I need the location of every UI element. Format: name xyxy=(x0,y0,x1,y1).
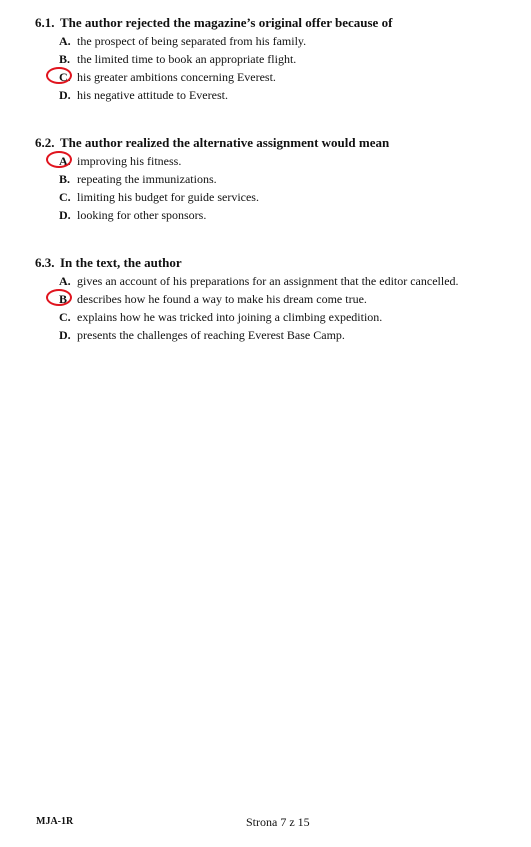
question-number: 6.2. xyxy=(35,135,55,150)
answer-options xyxy=(35,272,515,344)
option-text: his greater ambitions concerning Everest. xyxy=(77,70,276,84)
option-letter-wrap xyxy=(59,290,77,308)
option-letter: D. xyxy=(59,88,71,102)
option-a[interactable] xyxy=(35,32,515,50)
option-letter: D. xyxy=(59,208,71,222)
question-6-3 xyxy=(35,254,515,344)
exam-code: MJA-1R xyxy=(36,816,74,827)
option-letter: B. xyxy=(59,292,71,306)
answer-circle-mark xyxy=(46,67,72,84)
option-text: repeating the immunizations. xyxy=(77,172,217,186)
option-b[interactable] xyxy=(35,290,515,308)
question-6-1 xyxy=(35,14,515,104)
option-a[interactable] xyxy=(35,152,515,170)
option-text: describes how he found a way to make his dream come true. xyxy=(77,292,367,306)
answer-options xyxy=(35,152,515,224)
option-text: looking for other sponsors. xyxy=(77,208,207,222)
option-letter: A. xyxy=(59,154,71,168)
option-letter: B. xyxy=(59,172,71,186)
option-text: explains how he was tricked into joining a climbing expedition. xyxy=(77,310,383,324)
option-b[interactable] xyxy=(35,50,515,68)
question-number: 6.3. xyxy=(35,255,55,270)
option-d[interactable] xyxy=(35,326,515,344)
question-6-2 xyxy=(35,134,515,224)
option-text: gives an account of his preparations for an assignment that the editor cancelled. xyxy=(77,274,459,288)
option-c[interactable] xyxy=(35,68,515,86)
option-text: the prospect of being separated from his family. xyxy=(77,34,307,48)
option-letter: D. xyxy=(59,328,71,342)
question-text: In the text, the author xyxy=(60,255,182,270)
question-number: 6.1. xyxy=(35,15,55,30)
question-title xyxy=(35,254,515,272)
option-text: the limited time to book an appropriate flight. xyxy=(77,52,297,66)
answer-options xyxy=(35,32,515,104)
option-letter: A. xyxy=(59,274,71,288)
option-c[interactable] xyxy=(35,188,515,206)
option-letter: C. xyxy=(59,310,71,324)
question-title xyxy=(35,134,515,152)
option-letter: C. xyxy=(59,70,71,84)
page-number: Strona 7 z 15 xyxy=(246,815,310,829)
option-letter-wrap xyxy=(59,68,77,86)
question-title xyxy=(35,14,515,32)
option-text: presents the challenges of reaching Everest Base Camp. xyxy=(77,328,345,342)
option-letter: C. xyxy=(59,190,71,204)
option-text: improving his fitness. xyxy=(77,154,182,168)
option-letter-wrap xyxy=(59,152,77,170)
question-text: The author realized the alternative assignment would mean xyxy=(60,135,390,150)
answer-circle-mark xyxy=(46,289,72,306)
option-letter: A. xyxy=(59,34,71,48)
option-b[interactable] xyxy=(35,170,515,188)
option-text: his negative attitude to Everest. xyxy=(77,88,228,102)
option-a[interactable] xyxy=(35,272,515,290)
option-d[interactable] xyxy=(35,206,515,224)
question-text: The author rejected the magazine’s original offer because of xyxy=(60,15,393,30)
option-d[interactable] xyxy=(35,86,515,104)
answer-circle-mark xyxy=(46,151,72,168)
option-c[interactable] xyxy=(35,308,515,326)
page-footer xyxy=(0,813,531,831)
option-letter: B. xyxy=(59,52,71,66)
option-text: limiting his budget for guide services. xyxy=(77,190,259,204)
